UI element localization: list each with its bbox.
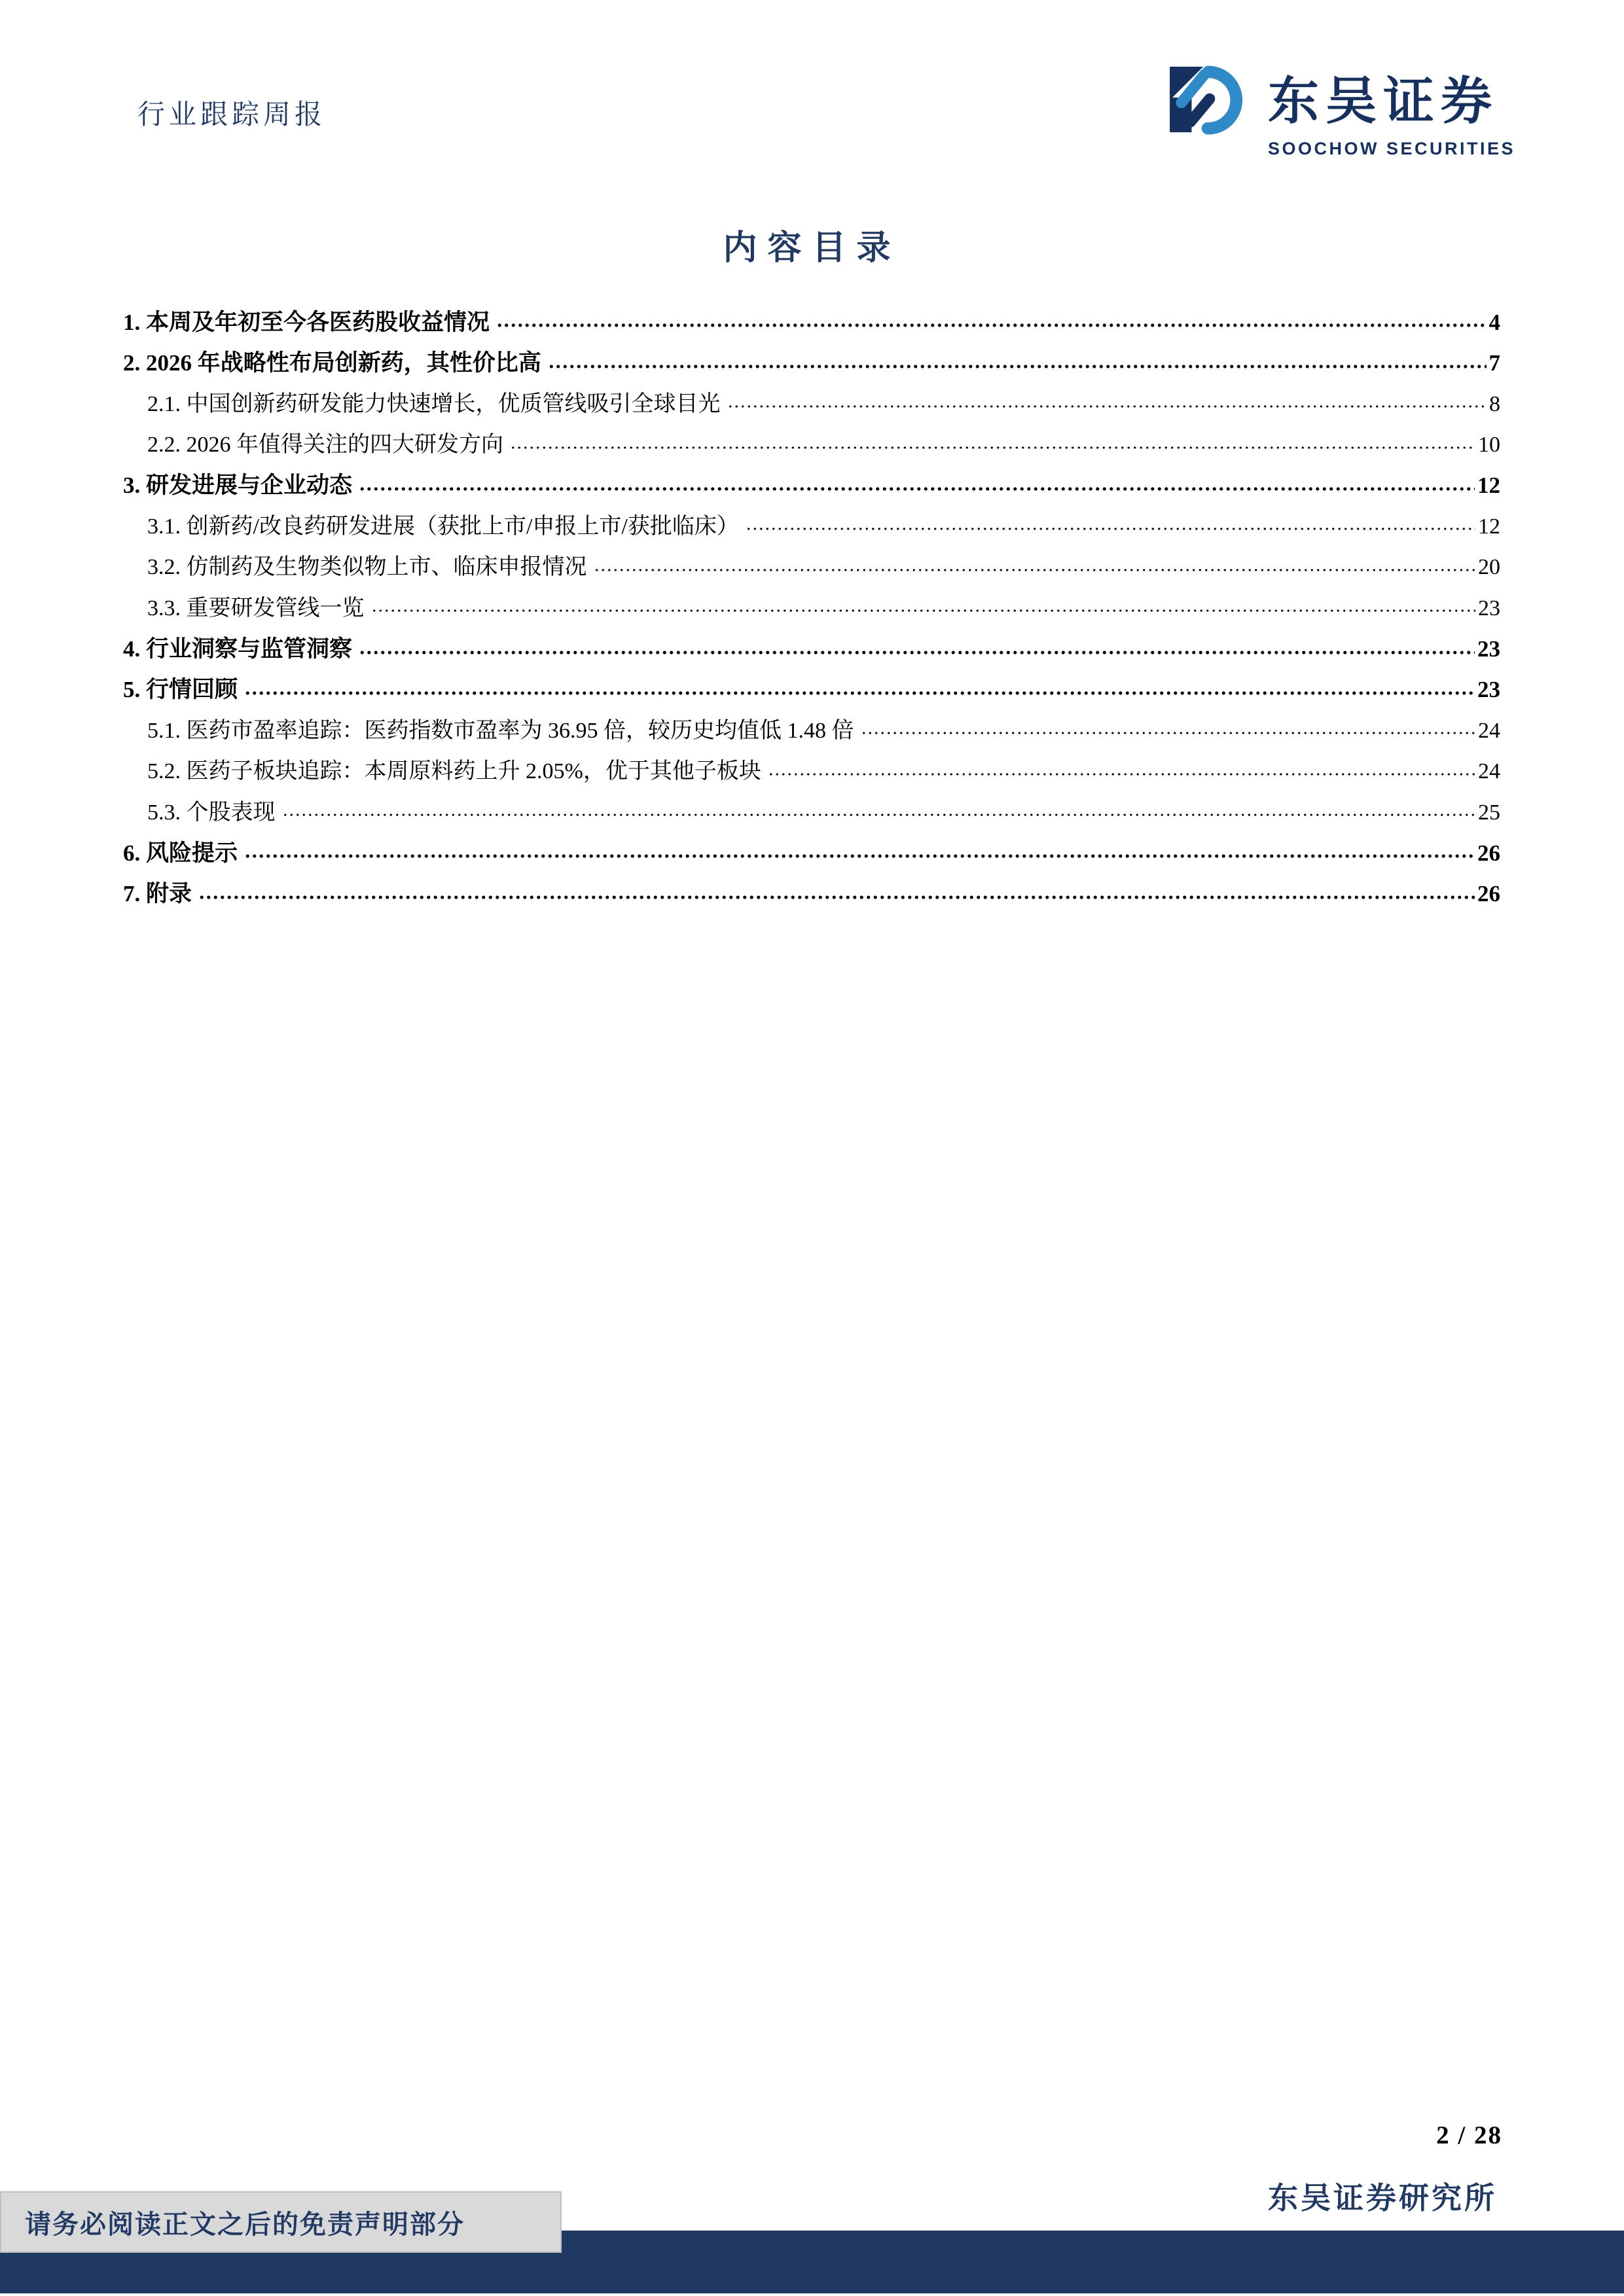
toc-entry-label: 1. 本周及年初至今各医药股收益情况	[123, 309, 490, 335]
brand-name-en: SOOCHOW SECURITIES	[1268, 138, 1516, 158]
page-number-indicator: 2 / 28	[1436, 2121, 1502, 2149]
brand-text	[1268, 64, 1515, 159]
toc-dotted-leader	[510, 444, 1475, 452]
toc-dotted-leader	[727, 403, 1487, 410]
research-institute-label: 东吴证券研究所	[1268, 2181, 1497, 2215]
toc-dotted-leader	[594, 566, 1476, 574]
toc-entry[interactable]	[123, 827, 1500, 867]
toc-entry[interactable]	[123, 500, 1500, 541]
toc-dotted-leader	[282, 811, 1476, 819]
toc-entry[interactable]	[123, 704, 1500, 745]
toc-entry-label: 2.1. 中国创新药研发能力快速增长，优质管线吸引全球目光	[147, 391, 721, 416]
toc-entry[interactable]	[123, 786, 1500, 827]
toc-entry[interactable]	[123, 867, 1500, 908]
toc-entry-page-number: 26	[1477, 840, 1500, 866]
toc-dotted-leader	[359, 649, 1475, 656]
toc-entry-page-number: 26	[1477, 881, 1500, 907]
toc-entry-page-number: 8	[1489, 391, 1500, 416]
toc-entry[interactable]	[123, 459, 1500, 500]
toc-entry[interactable]	[123, 664, 1500, 704]
toc-dotted-leader	[746, 525, 1475, 533]
toc-dotted-leader	[768, 770, 1475, 778]
toc-entry-page-number: 23	[1477, 636, 1500, 662]
toc-dotted-leader	[861, 729, 1476, 737]
toc-entry[interactable]	[123, 418, 1500, 459]
toc-entry-page-number: 4	[1489, 309, 1500, 335]
soochow-logo-icon	[1167, 64, 1250, 136]
toc-entry-label: 2. 2026 年战略性布局创新药，其性价比高	[123, 350, 541, 376]
toc-dotted-leader	[548, 363, 1487, 370]
toc-entry[interactable]	[123, 541, 1500, 581]
toc-entry-label: 7. 附录	[123, 881, 192, 907]
toc-entry-page-number: 23	[1477, 677, 1500, 703]
toc-entry-label: 3.1. 创新药/改良药研发进展（获批上市/申报上市/获批临床）	[147, 514, 739, 539]
toc-entry[interactable]	[123, 745, 1500, 785]
toc-entry[interactable]	[123, 622, 1500, 663]
toc-entry[interactable]	[123, 378, 1500, 418]
disclaimer-box	[0, 2191, 562, 2253]
toc-entry-label: 3. 研发进展与企业动态	[123, 473, 353, 499]
toc-dotted-leader	[244, 852, 1475, 860]
toc-entry-label: 3.2. 仿制药及生物类似物上市、临床申报情况	[147, 555, 587, 580]
toc-entry[interactable]	[123, 296, 1500, 336]
toc-entry-page-number: 10	[1478, 433, 1500, 457]
toc-entry-page-number: 7	[1489, 350, 1500, 376]
toc-entry-label: 5. 行情回顾	[123, 677, 238, 703]
toc-entry-page-number: 25	[1478, 800, 1500, 825]
report-type-label: 行业跟踪周报	[137, 100, 327, 130]
toc-entry-page-number: 12	[1478, 514, 1500, 539]
toc-entry-page-number: 20	[1478, 555, 1500, 580]
toc-entry-label: 5.1. 医药市盈率追踪：医药指数市盈率为 36.95 倍，较历史均值低 1.48 倍	[147, 718, 854, 743]
toc-entry-label: 2.2. 2026 年值得关注的四大研发方向	[147, 433, 503, 457]
toc-entry[interactable]	[123, 582, 1500, 622]
toc-dotted-leader	[244, 689, 1475, 697]
toc-entry-label: 5.2. 医药子板块追踪：本周原料药上升 2.05%，优于其他子板块	[147, 759, 761, 784]
table-of-contents	[123, 296, 1500, 908]
toc-dotted-leader	[198, 893, 1475, 901]
toc-entry[interactable]	[123, 336, 1500, 377]
page-title: 内容目录	[723, 230, 901, 267]
toc-entry-label: 3.3. 重要研发管线一览	[147, 596, 365, 620]
toc-dotted-leader	[496, 321, 1486, 329]
toc-entry-label: 6. 风险提示	[123, 840, 238, 866]
toc-entry-label: 5.3. 个股表现	[147, 800, 276, 825]
disclaimer-text: 请务必阅读正文之后的免责声明部分	[25, 2209, 465, 2239]
toc-dotted-leader	[359, 485, 1475, 493]
toc-dotted-leader	[371, 607, 1476, 615]
brand-name-cn: 东吴证券	[1268, 73, 1499, 130]
toc-entry-page-number: 23	[1478, 596, 1500, 620]
toc-entry-label: 4. 行业洞察与监管洞察	[123, 636, 353, 662]
toc-entry-page-number: 12	[1477, 473, 1500, 499]
brand-logo	[1167, 64, 1515, 159]
toc-entry-page-number: 24	[1478, 718, 1500, 743]
toc-entry-page-number: 24	[1478, 759, 1500, 784]
